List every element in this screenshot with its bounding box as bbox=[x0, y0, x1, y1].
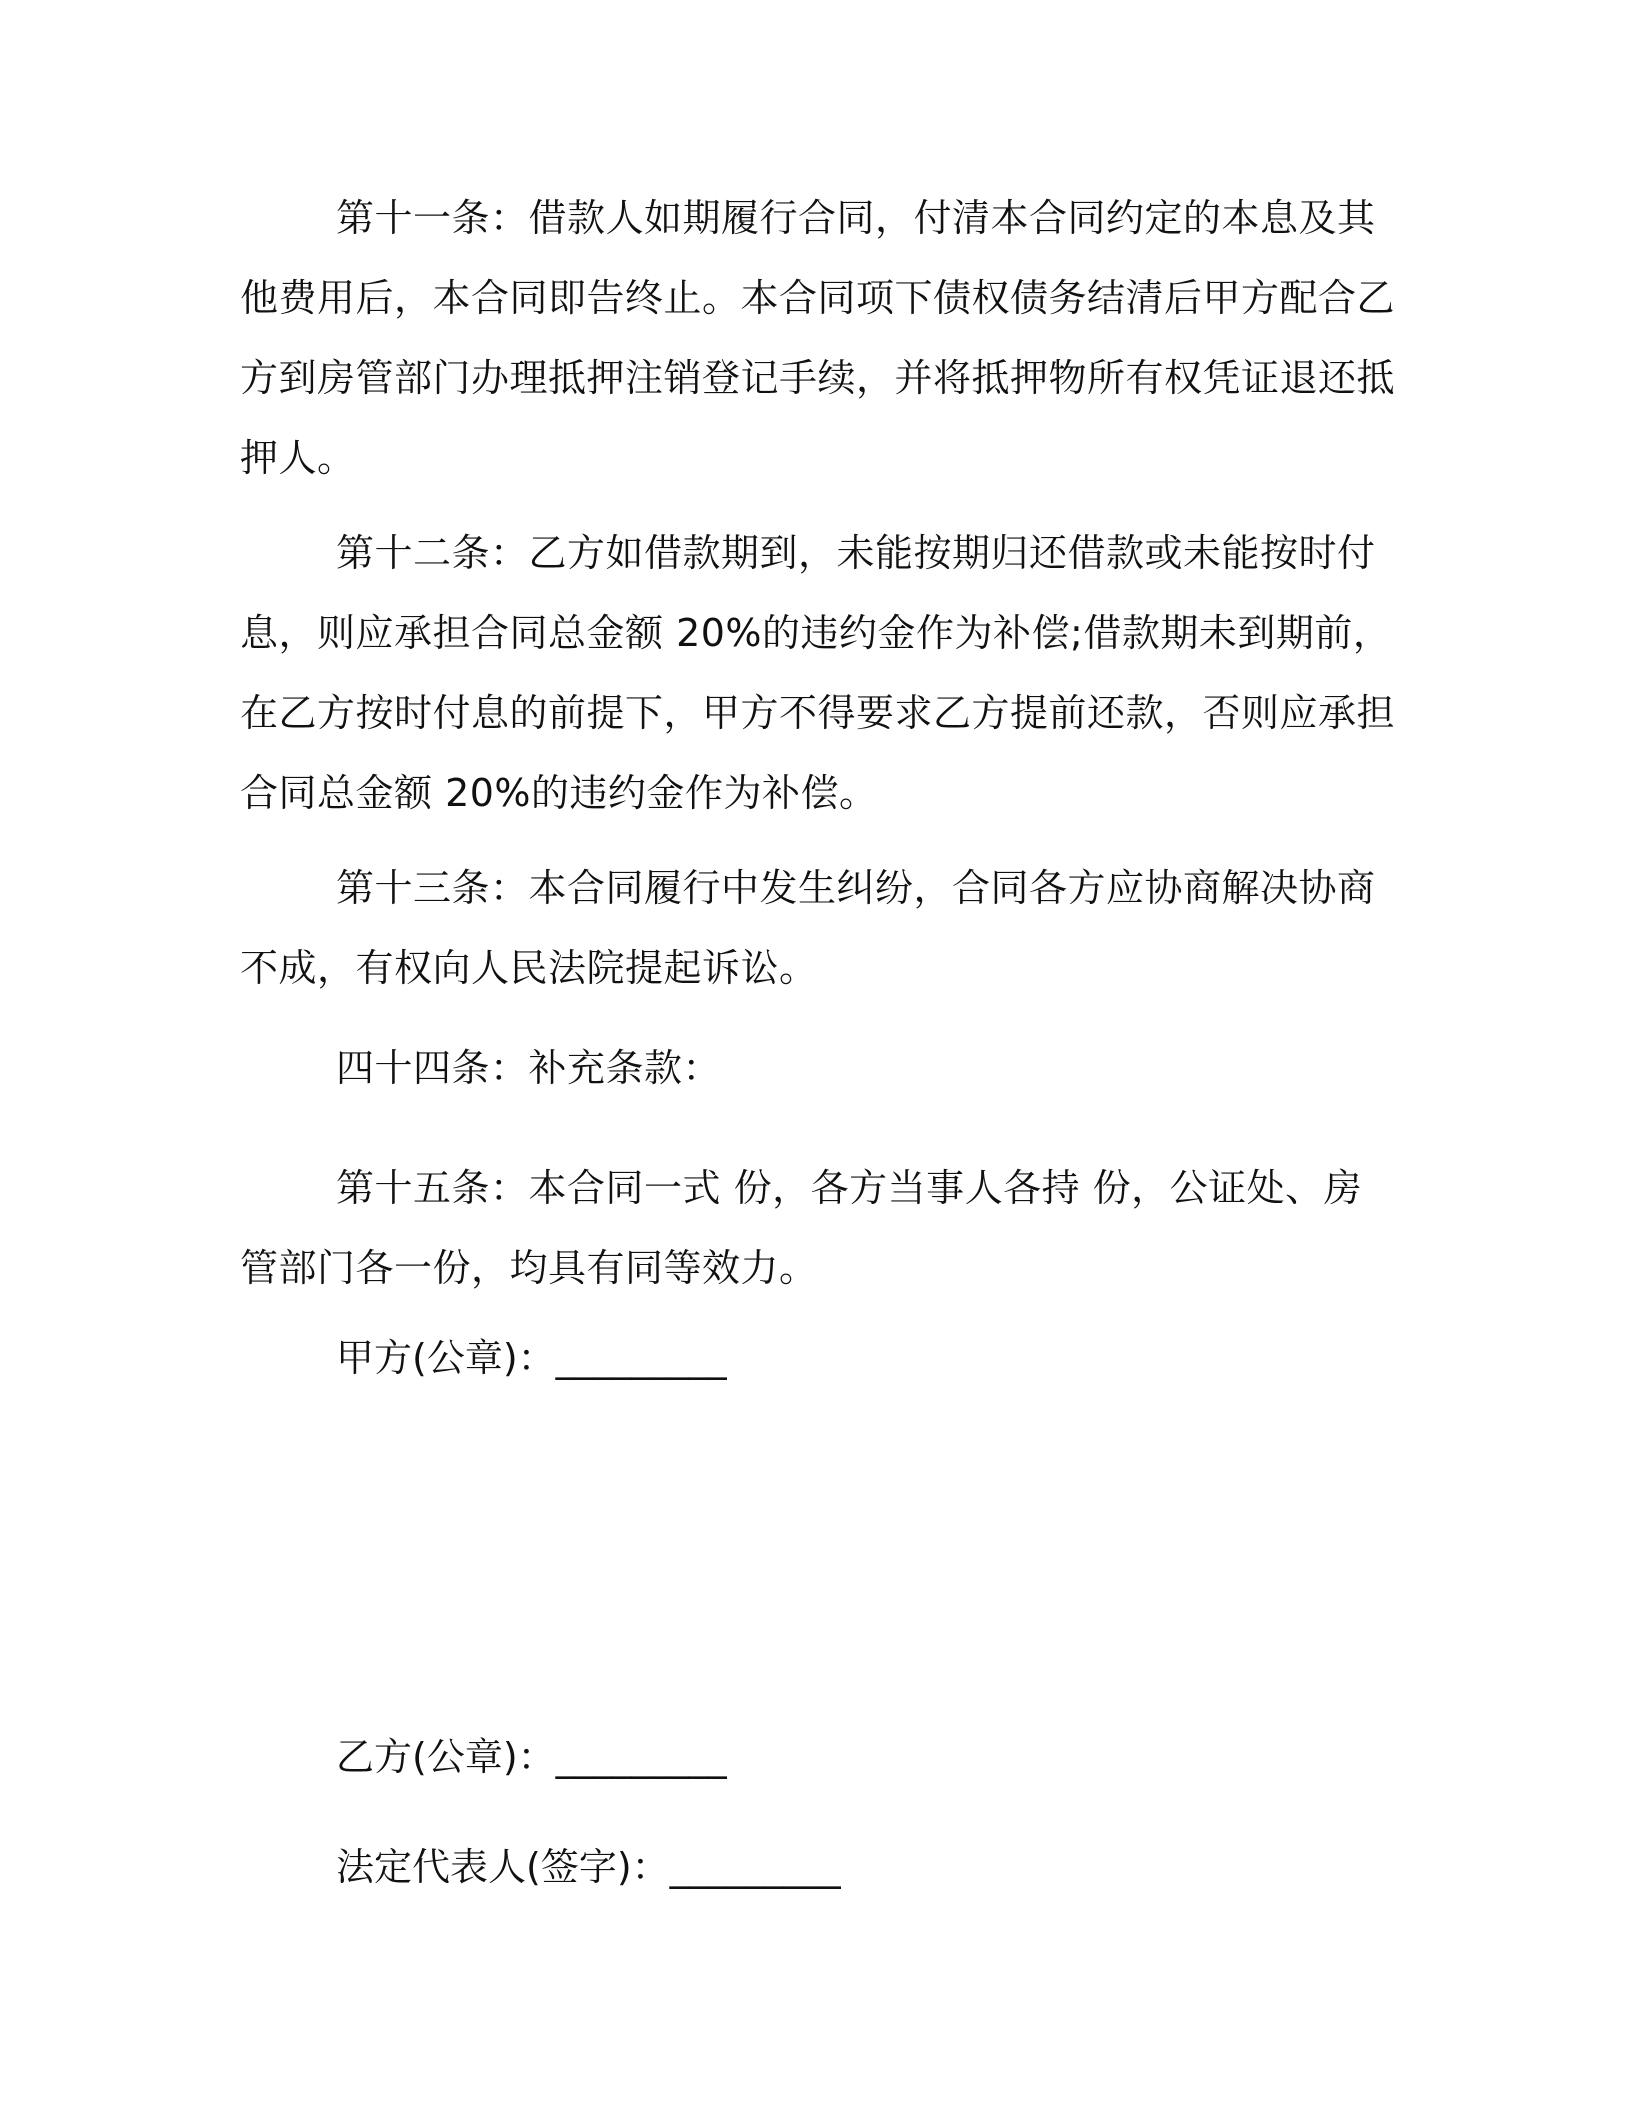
article-12: 第十二条：乙方如借款期到，未能按期归还借款或未能按时付息，则应承担合同总金额 20%的违约金作为补偿;借款期未到期前，在乙方按时付息的前提下，甲方不得要求乙方提前还款，否则应承担合同总金额 20%的违约金作为补偿。 bbox=[240, 531, 1396, 815]
article-11: 第十一条：借款人如期履行合同，付清本合同约定的本息及其他费用后，本合同即告终止。本合同项下债权债务结清后甲方配合乙方到房管部门办理抵押注销登记手续，并将抵押物所有权凭证退还抵押人。 bbox=[240, 196, 1396, 480]
legal-rep-blank: _________ bbox=[669, 1845, 841, 1889]
legal-rep-signature-line bbox=[336, 1827, 841, 1907]
party-a-label: 甲方(公章)： bbox=[336, 1336, 556, 1380]
legal-rep-label: 法定代表人(签字)： bbox=[336, 1845, 670, 1889]
party-a-signature-line bbox=[336, 1318, 727, 1398]
article-15: 第十五条：本合同一式 份，各方当事人各持 份，公证处、房管部门各一份，均具有同等效力。 bbox=[240, 1166, 1363, 1290]
party-b-blank: _________ bbox=[555, 1735, 727, 1779]
party-b-signature-line bbox=[336, 1717, 727, 1797]
party-a-blank: _________ bbox=[555, 1336, 727, 1380]
article-13: 第十三条：本合同履行中发生纠纷，合同各方应协商解决协商不成，有权向人民法院提起诉讼。 bbox=[240, 866, 1376, 990]
party-b-label: 乙方(公章)： bbox=[336, 1735, 556, 1779]
article-14-supplementary: 四十四条：补充条款： bbox=[336, 1046, 722, 1090]
